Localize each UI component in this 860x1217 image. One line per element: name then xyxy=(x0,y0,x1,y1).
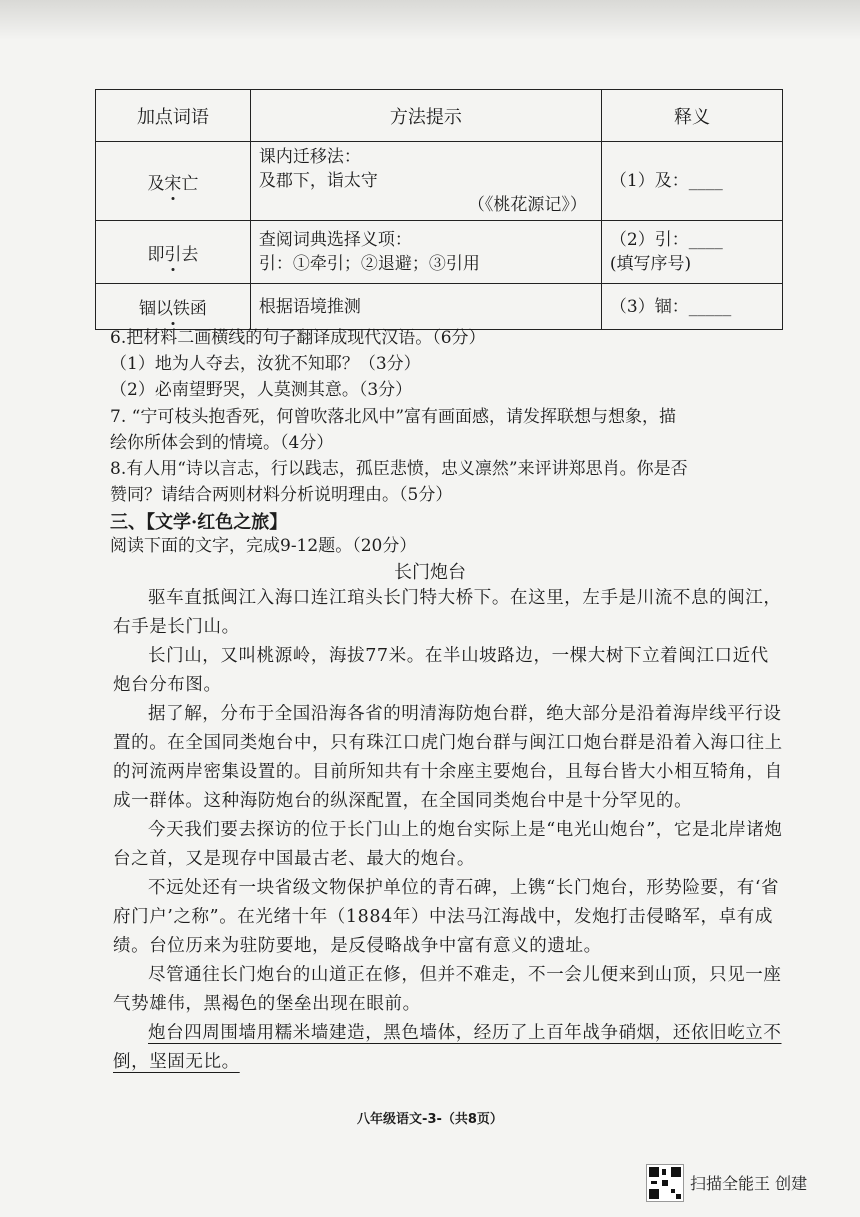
article-paragraph xyxy=(113,642,783,700)
table-row xyxy=(96,221,783,284)
scan-shadow xyxy=(0,0,860,40)
paragraph-text: 今天我们要去探访的位于长门山上的炮台实际上是“电光山炮台”，它是北岸诸炮台之首，又是现存中国最古老、最大的炮台。 xyxy=(113,820,783,869)
paragraph-text: 长门山，又叫桃源岭，海拔77米。在半山坡路边，一棵大树下立着闽江口近代炮台分布图。 xyxy=(113,646,769,695)
method-line: 及郡下，诣太守 xyxy=(258,171,378,191)
method-line: 课内迁移法： xyxy=(258,147,361,167)
question-6-1: （1）地为人夺去，汝犹不知耶？（3分） xyxy=(110,354,421,374)
question-8-line-2: 赞同？请结合两则材料分析说明理由。（5分） xyxy=(110,485,453,505)
section-title: 三、【文学·红色之旅】 xyxy=(110,512,288,533)
table-row xyxy=(96,284,783,330)
table-row xyxy=(96,142,783,221)
method-line: （《桃花源记》） xyxy=(467,195,587,215)
question-7-line-2: 绘你所体会到的情境。（4分） xyxy=(110,433,334,453)
meaning-line: （1）及：____ xyxy=(609,171,723,191)
word-cell xyxy=(96,221,251,284)
article-paragraph xyxy=(113,584,783,642)
underlined-sentence: 炮台四周围墙用糯米墙建造，黑色墙体，经历了上百年战争硝烟，还依旧屹立不倒，坚固无比。 xyxy=(113,1023,782,1072)
meaning-cell xyxy=(601,142,782,221)
paragraph-text: 尽管通往长门炮台的山道正在修，但并不难走，不一会儿便来到山顶，只见一座气势雄伟，黑褐色的堡垒出现在眼前。 xyxy=(113,965,782,1014)
paragraph-text: 据了解，分布于全国沿海各省的明清海防炮台群，绝大部分是沿着海岸线平行设置的。在全国同类炮台中，只有珠江口虎门炮台群与闽江口炮台群是沿着入海口往上的河流两岸密集设置的。目前所知共有十余座主要炮台，且每台皆大小相互犄角，自成一群体。这种海防炮台的纵深配置，在全国同类炮台中是十分罕见的。 xyxy=(113,704,783,811)
article-paragraph xyxy=(113,700,783,816)
method-line: 根据语境推测 xyxy=(258,296,361,317)
question-6-2: （2）必南望野哭，人莫测其意。（3分） xyxy=(110,380,413,400)
dotted-word: 锢以铁函 xyxy=(138,299,207,319)
article-title: 长门炮台 xyxy=(394,562,466,583)
meaning-line: （2）引：____ xyxy=(609,230,723,250)
article-paragraph-underlined xyxy=(113,1019,783,1077)
article-paragraph xyxy=(113,961,783,1019)
method-cell xyxy=(250,284,601,330)
method-cell xyxy=(250,221,601,284)
question-7-line-1: 7. “宁可枝头抱香死，何曾吹落北风中”富有画面感，请发挥联想与想象，描 xyxy=(110,407,677,427)
method-line: 引：①牵引；②退避；③引用 xyxy=(258,254,480,274)
vocabulary-table xyxy=(95,89,783,330)
scanner-watermark: 扫描全能王 创建 xyxy=(690,1174,808,1193)
header-method: 方法提示 xyxy=(250,90,601,142)
table-header-row xyxy=(96,90,783,142)
meaning-line: （3）锢：_____ xyxy=(609,296,732,317)
word-cell xyxy=(96,284,251,330)
method-cell xyxy=(250,142,601,221)
dotted-word: 及宋亡 xyxy=(147,173,199,194)
meaning-line: (填写序号) xyxy=(609,254,692,274)
word-cell xyxy=(96,142,251,221)
header-meaning: 释义 xyxy=(601,90,782,142)
dotted-word: 即引去 xyxy=(147,244,199,265)
method-line: 查阅词典选择义项： xyxy=(258,230,412,250)
question-8-line-1: 8.有人用“诗以言志，行以践志，孤臣悲愤，忠义凛然”来评讲郑思肖。你是否 xyxy=(110,459,688,479)
header-word: 加点词语 xyxy=(96,90,251,142)
section-instruction: 阅读下面的文字，完成9-12题。（20分） xyxy=(110,536,417,556)
paragraph-text: 驱车直抵闽江入海口连江琯头长门特大桥下。在这里，左手是川流不息的闽江，右手是长门山。 xyxy=(113,588,782,637)
qr-code-icon xyxy=(646,1164,684,1202)
paragraph-text: 不远处还有一块省级文物保护单位的青石碑，上镌“长门炮台，形势险要，有‘省府门户’之称”。在光绪十年（1884年）中法马江海战中，发炮打击侵略军，卓有成绩。台位历来为驻防要地，是反侵略战争中富有意义的遗址。 xyxy=(113,878,780,956)
meaning-cell xyxy=(601,221,782,284)
article-paragraph xyxy=(113,874,783,961)
article-paragraph xyxy=(113,816,783,874)
question-6: 6.把材料二画横线的句子翻译成现代汉语。（6分） xyxy=(110,328,486,348)
meaning-cell xyxy=(601,284,782,330)
page-footer: 八年级语文-3-（共8页） xyxy=(357,1112,503,1127)
